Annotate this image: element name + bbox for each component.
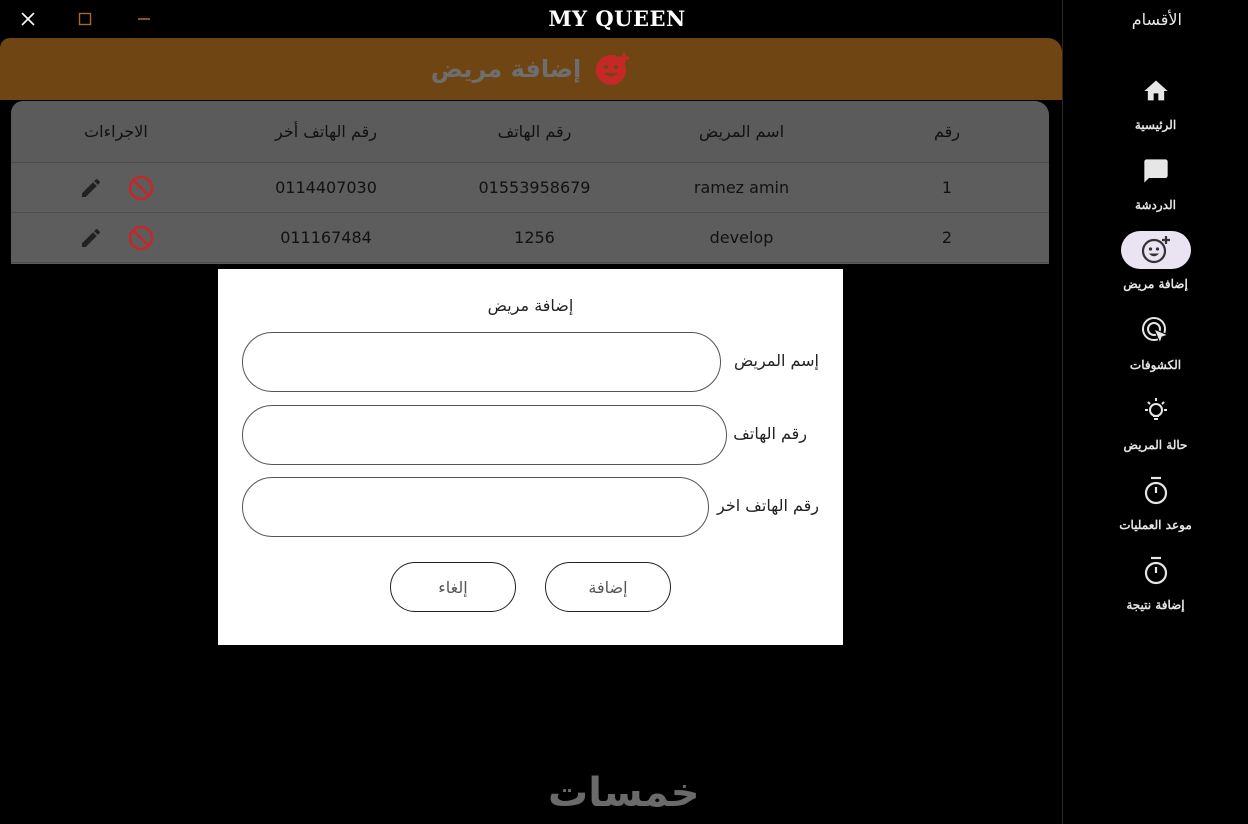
chat-icon bbox=[1142, 157, 1170, 185]
nav-icon-wrap bbox=[1121, 472, 1191, 510]
col-name: اسم المريض bbox=[698, 122, 785, 141]
app-title: MY QUEEN bbox=[548, 6, 686, 31]
cell-phone: 01553958679 bbox=[478, 178, 591, 197]
sidebar-item-patient-status[interactable] bbox=[1103, 392, 1208, 462]
cursor-click-icon bbox=[1141, 316, 1171, 346]
sidebar-item-home[interactable] bbox=[1103, 72, 1208, 142]
sidebar-item-operations-schedule[interactable] bbox=[1103, 472, 1208, 542]
cell-alt-phone: 011167484 bbox=[280, 228, 372, 247]
dialog-title: إضافة مريض bbox=[487, 296, 574, 315]
table-header bbox=[11, 101, 1049, 163]
pencil-icon bbox=[79, 176, 103, 200]
sidebar-item-examinations[interactable] bbox=[1103, 312, 1208, 382]
cell-alt-phone: 0114407030 bbox=[275, 178, 377, 197]
sidebar-item-add-patient[interactable] bbox=[1103, 231, 1208, 301]
sidebar-item-label: الدردشة bbox=[1135, 198, 1176, 212]
col-phone: رقم الهاتف bbox=[497, 122, 572, 141]
sidebar-item-label: الرئيسية bbox=[1134, 118, 1177, 132]
delete-button[interactable] bbox=[127, 224, 155, 252]
row-actions bbox=[11, 174, 221, 202]
add-emoji-icon bbox=[595, 51, 631, 87]
sidebar-item-label: إضافة مريض bbox=[1123, 277, 1188, 291]
sidebar-item-add-result[interactable] bbox=[1103, 552, 1208, 622]
cell-number: 1 bbox=[941, 178, 953, 197]
edit-button[interactable] bbox=[77, 174, 105, 202]
nav-icon-wrap bbox=[1121, 392, 1191, 430]
cancel-button[interactable]: إلغاء bbox=[390, 562, 516, 612]
block-icon bbox=[128, 175, 154, 201]
nav-icon-wrap bbox=[1121, 152, 1191, 190]
timer-icon bbox=[1142, 476, 1170, 506]
sidebar-item-label: موعد العمليات bbox=[1119, 518, 1192, 532]
pencil-icon bbox=[79, 226, 103, 250]
cell-phone: 1256 bbox=[514, 228, 555, 247]
sidebar bbox=[1062, 0, 1248, 824]
sidebar-item-label: حالة المريض bbox=[1123, 438, 1188, 452]
add-button[interactable]: إضافة bbox=[545, 562, 671, 612]
sidebar-item-label: الكشوفات bbox=[1129, 358, 1182, 372]
cell-number: 2 bbox=[941, 228, 953, 247]
patient-name-input[interactable] bbox=[242, 332, 721, 392]
col-number: رقم bbox=[933, 122, 961, 141]
delete-button[interactable] bbox=[127, 174, 155, 202]
nav-icon-wrap bbox=[1121, 552, 1191, 590]
add-patient-dialog bbox=[218, 269, 843, 645]
page-header bbox=[0, 38, 1062, 100]
table-row[interactable] bbox=[11, 163, 1049, 213]
sidebar-item-label: إضافة نتيجة bbox=[1126, 598, 1185, 612]
patient-name-label: إسم المريض bbox=[733, 351, 819, 370]
patient-name-row bbox=[242, 332, 819, 392]
phone-label: رقم الهاتف bbox=[733, 424, 807, 443]
cell-name: ramez amin bbox=[693, 178, 790, 197]
alt-phone-label: رقم الهاتف اخر bbox=[717, 496, 819, 515]
sidebar-title: الأقسام bbox=[1131, 10, 1182, 29]
row-actions bbox=[11, 224, 221, 252]
nav-icon-wrap bbox=[1121, 72, 1191, 110]
edit-button[interactable] bbox=[77, 224, 105, 252]
nav-icon-wrap bbox=[1121, 231, 1191, 269]
block-icon bbox=[128, 225, 154, 251]
table-row[interactable] bbox=[11, 213, 1049, 263]
sidebar-item-chat[interactable] bbox=[1103, 152, 1208, 222]
alt-phone-input[interactable] bbox=[242, 477, 709, 537]
phone-input[interactable] bbox=[242, 405, 727, 465]
cell-name: develop bbox=[709, 228, 774, 247]
lightbulb-icon bbox=[1141, 396, 1171, 426]
col-actions: الاجراءات bbox=[84, 122, 148, 141]
timer-icon bbox=[1142, 556, 1170, 586]
home-icon bbox=[1142, 77, 1170, 105]
phone-row bbox=[242, 405, 819, 465]
add-emoji-icon bbox=[1141, 235, 1171, 265]
watermark-logo: خمسات bbox=[548, 770, 700, 816]
nav-icon-wrap bbox=[1121, 312, 1191, 350]
page-title: إضافة مريض bbox=[430, 55, 582, 83]
alt-phone-row bbox=[242, 477, 819, 537]
patients-table bbox=[11, 101, 1049, 264]
col-alt-phone: رقم الهاتف أخر bbox=[275, 122, 377, 141]
